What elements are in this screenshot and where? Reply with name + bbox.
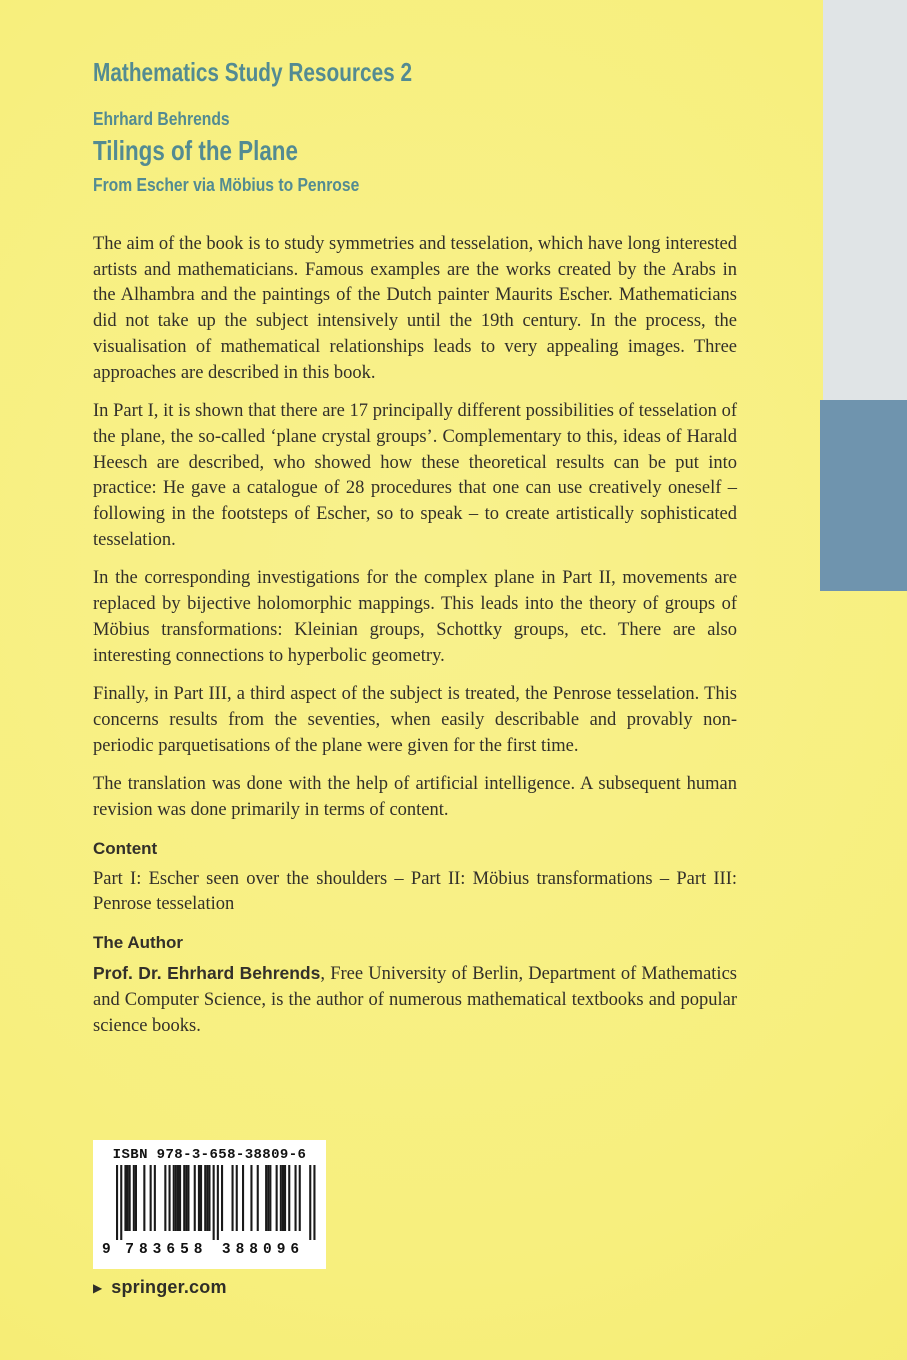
book-subtitle: From Escher via Möbius to Penrose (93, 175, 360, 195)
author-body-rest: , Free University of Berlin, Department of Mathematics and Computer Science, is the author of numerous mathematical textbooks and popular science books. (93, 964, 737, 1036)
svg-text:783658: 783658 (124, 1242, 208, 1257)
series-title: Mathematics Study Resources 2 (93, 57, 413, 87)
ean13-barcode-icon (102, 1165, 318, 1257)
cover-text-column (93, 57, 737, 1045)
author-body (93, 961, 737, 1039)
spine-stripe-gray (823, 0, 907, 400)
spine-stripe-blue (820, 400, 907, 591)
isbn-label: ISBN 978-3-658-38809-6 (112, 1147, 307, 1163)
publisher-url: springer.com (111, 1277, 227, 1297)
blurb-paragraph: In Part I, it is shown that there are 17 principally different possibilities of tesselation of the plane, the so-called ‘plane crystal groups’. Complementary to this, ideas of Harald Heesch are described, who showed how these theoretical results can be put into practice: He gave a catalogue of 28 procedures that one can use creatively oneself – following in the footsteps of Escher, so to speak – to create artistically sophisticated tesselation. (93, 401, 737, 550)
svg-text:388096: 388096 (221, 1242, 304, 1257)
blurb-paragraph: The aim of the book is to study symmetries and tesselation, which have long interested artists and mathematicians. Famous examples are the works created by the Arabs in the Alhambra and the paintings of the Dutch painter Maurits Escher. Mathematicians did not take up the subject intensively until the 19th century. In the process, the visualisation of mathematical relationships leads to very appealing images. Three approaches are described in this book. (93, 234, 737, 383)
author-name: Ehrhard Behrends (93, 109, 230, 129)
svg-text:9: 9 (101, 1242, 111, 1257)
blurb-paragraph: The translation was done with the help of artificial intelligence. A subsequent human revision was done primarily in terms of content. (93, 774, 737, 821)
book-title: Tilings of the Plane (93, 135, 298, 166)
content-body: Part I: Escher seen over the shoulders – Part II: Möbius transformations – Part III: Penrose tesselation (93, 868, 737, 915)
publisher-footer (93, 1277, 227, 1298)
springer-arrow-icon: ▶ (93, 1280, 103, 1295)
author-heading: The Author (93, 933, 184, 953)
blurb-paragraph: In the corresponding investigations for the complex plane in Part II, movements are replaced by bijective holomorphic mappings. This leads into the theory of groups of Möbius transformations: Kleinian groups, Schottky groups, etc. There are also interesting connections to hyperbolic geometry. (93, 568, 737, 666)
blurb-paragraph: Finally, in Part III, a third aspect of the subject is treated, the Penrose tesselation. This concerns results from the seventies, when easily describable and provably non-periodic parquetisations of the plane were given for the first time. (93, 684, 737, 756)
author-body-lead: Prof. Dr. Ehrhard Behrends (93, 963, 321, 984)
content-heading: Content (93, 838, 158, 858)
isbn-barcode-panel (93, 1140, 326, 1269)
